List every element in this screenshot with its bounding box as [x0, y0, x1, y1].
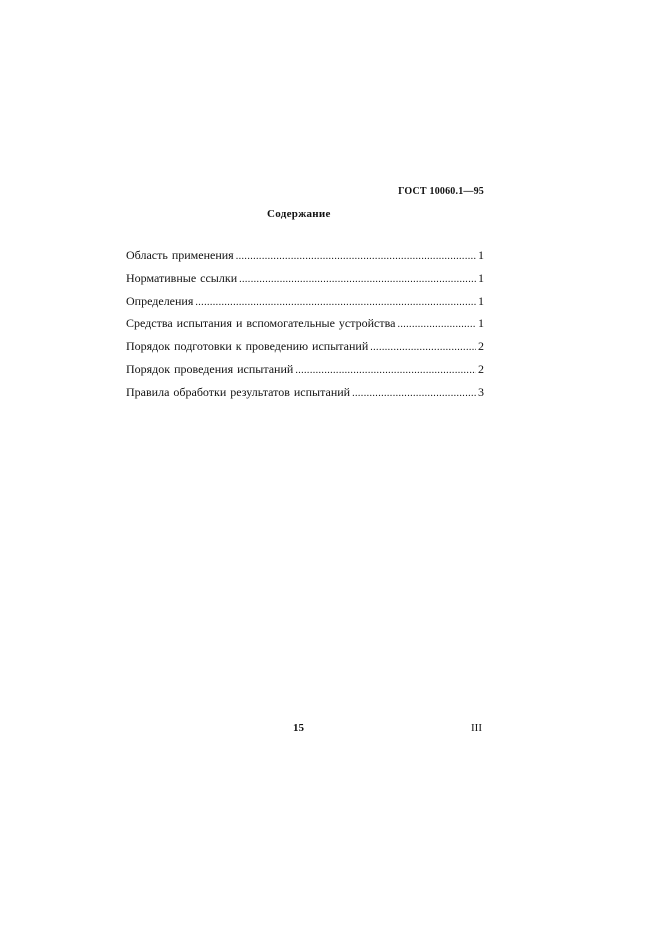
toc-entry [126, 362, 484, 385]
toc-entry [126, 316, 484, 339]
toc-entry [126, 271, 484, 294]
toc-dot-leader [295, 365, 476, 376]
toc-entry-label: Область применения [126, 248, 234, 262]
table-of-contents [126, 248, 484, 408]
toc-entry-page: 2 [478, 361, 484, 376]
toc-entry-label: Порядок подготовки к проведению испытаний [126, 339, 369, 354]
document-code: ГОСТ 10060.1—95 [398, 186, 484, 197]
toc-entry [126, 248, 484, 271]
roman-page-number: III [471, 722, 482, 734]
toc-dot-leader [239, 274, 476, 285]
toc-entry-label: Определения [126, 293, 194, 308]
toc-entry-page: 1 [478, 316, 484, 331]
page-number: 15 [293, 722, 304, 734]
toc-dot-leader [397, 319, 476, 330]
toc-dot-leader [370, 342, 476, 353]
toc-entry-page: 1 [478, 293, 484, 308]
toc-entry-label: Средства испытания и вспомогательные устройства [126, 316, 396, 331]
toc-entry [126, 339, 484, 362]
toc-dot-leader [195, 297, 476, 308]
toc-entry [126, 385, 484, 408]
table-of-contents-title: Содержание [267, 208, 331, 220]
toc-entry-label: Порядок проведения испытаний [126, 361, 294, 376]
toc-dot-leader [236, 251, 476, 262]
toc-dot-leader [352, 388, 476, 399]
toc-entry-page: 1 [478, 270, 484, 285]
toc-entry-page: 2 [478, 339, 484, 354]
toc-entry-label: Нормативные ссылки [126, 270, 238, 285]
toc-entry-label: Правила обработки результатов испытаний [126, 384, 351, 399]
toc-entry-page: 3 [478, 384, 484, 399]
toc-entry [126, 294, 484, 317]
toc-entry-page: 1 [478, 248, 484, 262]
